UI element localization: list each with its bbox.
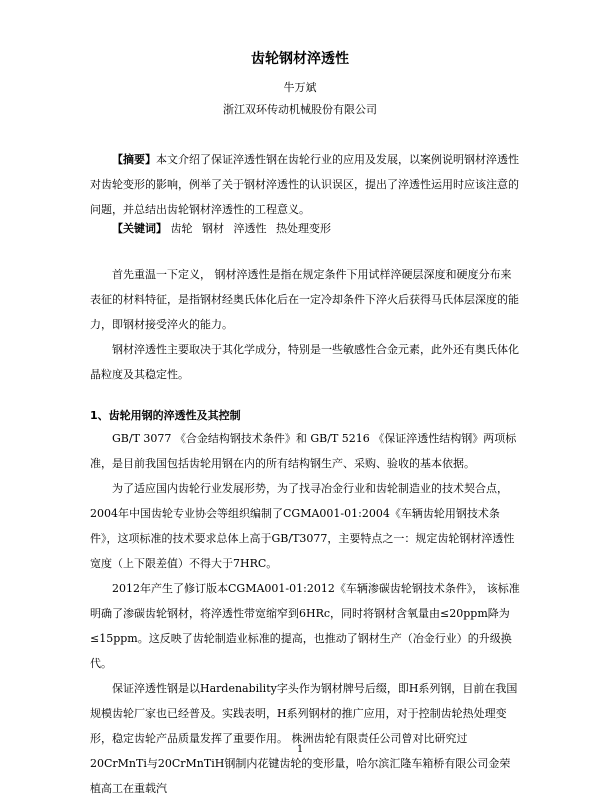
keyword: 钢材 [202, 222, 224, 235]
abstract-text: 本文介绍了保证淬透性钢在齿轮行业的应用及发展，以案例说明钢材淬透性对齿轮变形的影响，例举了关于钢材淬透性的认识误区，提出了淬透性运用时应该注意的问题，并总结出齿轮钢材淬透性的工程意义。 [90, 153, 519, 216]
body-paragraph: 2012年产生了修订版本CGMA001-01:2012《车辆渗碳齿轮钢技术条件》， 该标准明确了渗碳齿轮钢材，将淬透性带宽缩窄到6HRc，同时将钢材含氧量由≤20ppm降为≤15ppm。这反映了齿轮制造业标准的提高，也推动了钢材生产（冶金行业）的升级换代。 [90, 582, 520, 670]
keywords [90, 216, 542, 241]
affiliation: 浙江双环传动机械股份有限公司 [223, 103, 377, 116]
body-paragraph: 保证淬透性钢是以Hardenability字头作为钢材牌号后缀，即H系列钢，目前在我国规模齿轮厂家也已经普及。实践表明，H系列钢材的推广应用，对于控制齿轮热处理变形，稳定齿轮产品质量发挥了重要作用。 株洲齿轮有限责任公司曾对比研究过20CrMnTi与20CrMnTiH钢制内花键齿轮的变形量，哈尔滨汇隆车箱桥有限公司金荣植高工在重载汽 [90, 682, 518, 795]
body-paragraph: 为了适应国内齿轮行业发展形势，为了找寻冶金行业和齿轮制造业的技术契合点，2004年中国齿轮专业协会等组织编制了CGMA001-01:2004《车辆齿轮用钢技术条件》，这项标准的技术要求总体上高于GB/T3077，主要特点之一：规定齿轮钢材淬透性宽度（上下限差值）不得大于7HRC。 [90, 482, 515, 570]
keywords-label: 【关键词】 [112, 222, 167, 235]
keyword: 淬透性 [233, 222, 267, 235]
body-paragraph: GB/T 3077 《合金结构钢技术条件》和 GB/T 5216 《保证淬透性结构钢》两项标准，是目前我国包括齿轮用钢在内的所有结构钢生产、采购、验收的基本依据。 [90, 432, 517, 470]
abstract-label: 【摘要】 [112, 153, 156, 166]
page-number: 1 [296, 744, 304, 755]
keyword: 热处理变形 [276, 222, 331, 235]
section-heading: 1、齿轮用钢的淬透性及其控制 [90, 409, 241, 422]
paper-title: 齿轮钢材淬透性 [251, 51, 349, 67]
keyword: 齿轮 [170, 222, 193, 235]
intro-paragraph: 钢材淬透性主要取决于其化学成分，特别是一些敏感性合金元素，此外还有奥氏体化晶粒度及其稳定性。 [90, 343, 519, 381]
author-name: 牛万斌 [283, 81, 317, 94]
abstract [90, 147, 520, 222]
intro-paragraph: 首先重温一下定义， 钢材淬透性是指在规定条件下用试样淬硬层深度和硬度分布来表征的材料特征，是指钢材经奥氏体化后在一定冷却条件下淬火后获得马氏体层深度的能力，即钢材接受淬火的能力。 [90, 268, 519, 331]
